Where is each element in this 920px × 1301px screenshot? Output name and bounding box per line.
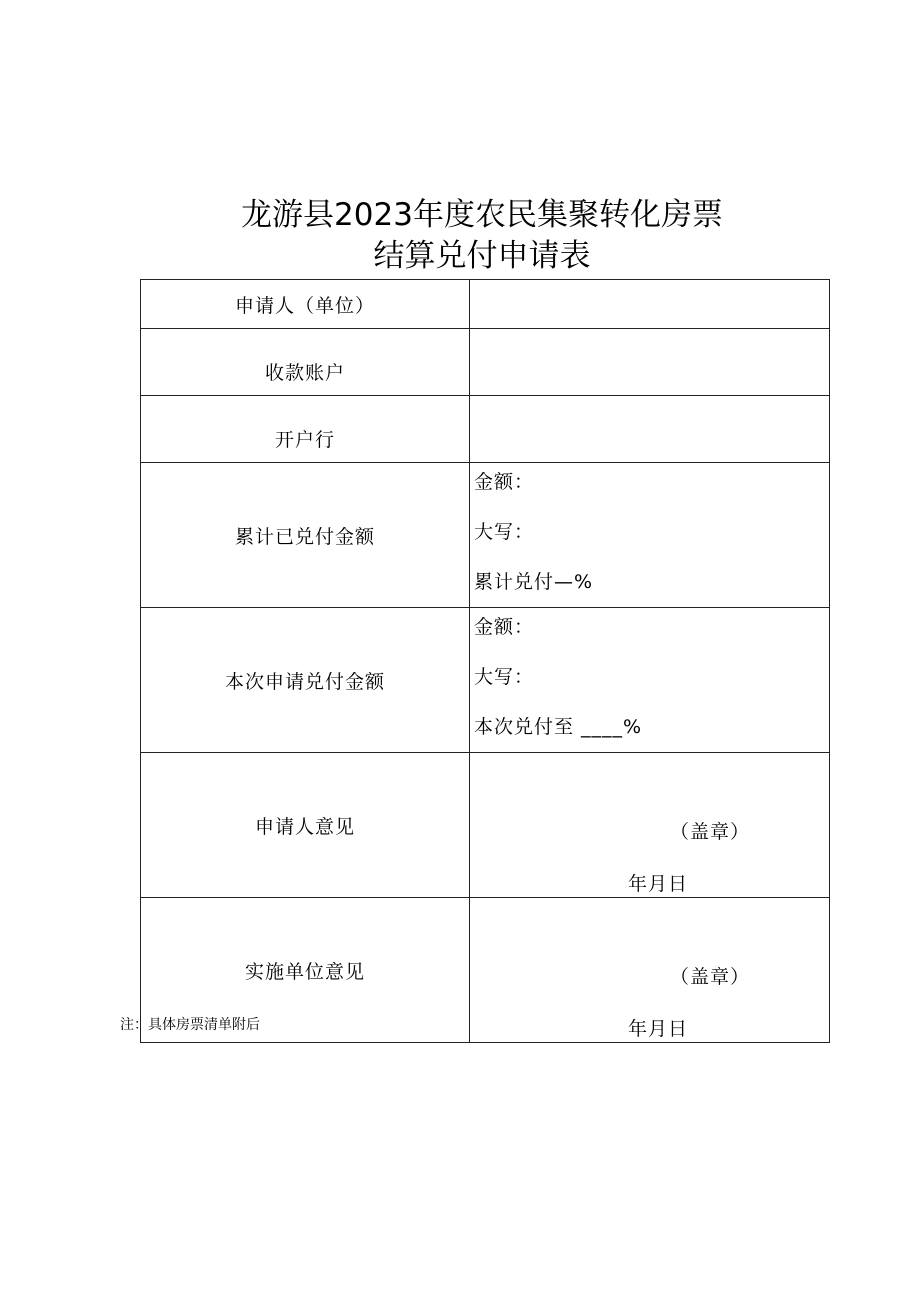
applicant-opinion-label: 申请人意见 [141,753,470,898]
bank-value-cell[interactable] [470,396,830,463]
row-account [141,329,830,396]
applicant-stamp-label: （盖章） [670,821,751,843]
applicant-opinion-cell[interactable] [470,753,830,898]
account-label: 收款账户 [141,329,470,396]
this-request-percent-label: 本次兑付至 ____% [474,716,643,738]
this-request-value-cell[interactable] [470,608,830,753]
form-title-line-1: 龙游县2023年度农民集聚转化房票 [241,197,723,233]
applicant-date-label: 年月日 [628,873,689,895]
paid-total-label: 累计已兑付金额 [141,463,470,608]
implementer-stamp-label: （盖章） [670,966,751,988]
implementer-opinion-label: 实施单位意见 [141,898,470,1043]
paid-total-amount-label: 金额： [474,471,535,493]
this-request-amount-label: 金额： [474,616,535,638]
row-paid-total [141,463,830,608]
bank-label: 开户行 [141,396,470,463]
row-this-request [141,608,830,753]
form-title-line-2: 结算兑付申请表 [373,238,591,274]
footnote: 注：具体房票清单附后 [120,1017,260,1033]
paid-total-capital-label: 大写： [474,521,535,543]
implementer-date-label: 年月日 [628,1018,689,1040]
applicant-label: 申请人（单位） [141,280,470,329]
account-value-cell[interactable] [470,329,830,396]
row-applicant [141,280,830,329]
implementer-opinion-cell[interactable] [470,898,830,1043]
row-bank [141,396,830,463]
this-request-label: 本次申请兑付金额 [141,608,470,753]
application-form-table [140,279,830,1043]
applicant-value-cell[interactable] [470,280,830,329]
this-request-capital-label: 大写： [474,666,535,688]
row-applicant-opinion [141,753,830,898]
paid-total-value-cell[interactable] [470,463,830,608]
paid-total-percent-label: 累计兑付—% [474,571,594,593]
